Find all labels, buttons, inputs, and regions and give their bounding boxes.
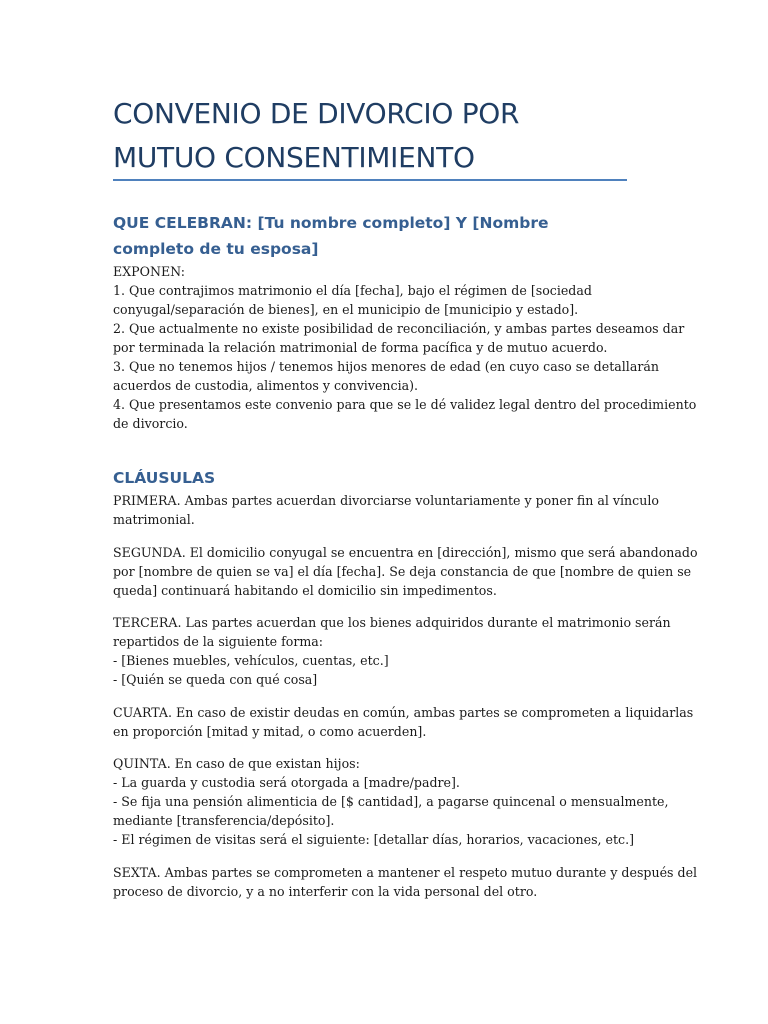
clause-sexta — [113, 863, 698, 901]
exponen-line: conyugal/separación de bienes], en el municipio de [municipio y estado]. — [113, 302, 579, 317]
clause-primera — [113, 491, 659, 529]
exponen-line: 4. Que presentamos este convenio para que se le dé validez legal dentro del procedimiento — [113, 397, 697, 412]
clause-segunda — [113, 543, 698, 600]
clause-line: - El régimen de visitas será el siguiente: [detallar días, horarios, vacaciones, etc.] — [113, 832, 635, 847]
clause-cuarta — [113, 703, 694, 741]
exponen-line: 1. Que contrajimos matrimonio el día [fecha], bajo el régimen de [sociedad — [113, 283, 592, 298]
exponen-line: 3. Que no tenemos hijos / tenemos hijos menores de edad (en cuyo caso se detallarán — [113, 359, 659, 374]
clause-line: proceso de divorcio, y a no interferir con la vida personal del otro. — [113, 884, 538, 899]
exponen-line: acuerdos de custodia, alimentos y convivencia). — [113, 378, 419, 393]
clause-line: mediante [transferencia/depósito]. — [113, 813, 335, 828]
exponen-line: de divorcio. — [113, 416, 188, 431]
clause-line: PRIMERA. Ambas partes acuerdan divorciarse voluntariamente y poner fin al vínculo — [113, 493, 659, 508]
clause-line: - [Quién se queda con qué cosa] — [113, 672, 318, 687]
clause-line: SEGUNDA. El domicilio conyugal se encuentra en [dirección], mismo que será abandonado — [113, 545, 698, 560]
clause-line: CUARTA. En caso de existir deudas en común, ambas partes se comprometen a liquidarlas — [113, 705, 694, 720]
clause-line: por [nombre de quien se va] el día [fecha]. Se deja constancia de que [nombre de quien se — [113, 564, 692, 579]
exponen-line: 2. Que actualmente no existe posibilidad de reconciliación, y ambas partes deseamos dar — [113, 321, 685, 336]
clause-line: repartidos de la siguiente forma: — [113, 634, 324, 649]
clause-line: - [Bienes muebles, vehículos, cuentas, etc.] — [113, 653, 389, 668]
title-underline — [113, 179, 627, 181]
clause-line: SEXTA. Ambas partes se comprometen a mantener el respeto mutuo durante y después del — [113, 865, 698, 880]
exponen-line: por terminada la relación matrimonial de forma pacífica y de mutuo acuerdo. — [113, 340, 608, 355]
clause-tercera — [113, 613, 671, 689]
clause-line: - La guarda y custodia será otorgada a [madre/padre]. — [113, 775, 460, 790]
exponen-label: EXPONEN: — [113, 264, 185, 279]
clause-line: queda] continuará habitando el domicilio sin impedimentos. — [113, 583, 497, 598]
clause-line: TERCERA. Las partes acuerdan que los bienes adquiridos durante el matrimonio serán — [113, 615, 671, 630]
parties-heading: QUE CELEBRAN: [Tu nombre completo] Y [Nombre completo de tu esposa] — [113, 214, 549, 258]
clause-quinta — [113, 754, 669, 849]
clauses-heading: CLÁUSULAS — [113, 469, 216, 487]
clause-line: en proporción [mitad y mitad, o como acuerden]. — [113, 724, 427, 739]
exponen-section — [113, 262, 697, 433]
document-title: CONVENIO DE DIVORCIO POR MUTUO CONSENTIMIENTO — [113, 97, 520, 174]
clause-line: - Se fija una pensión alimenticia de [$ cantidad], a pagarse quincenal o mensualmente, — [113, 794, 669, 809]
clause-line: matrimonial. — [113, 512, 195, 527]
clause-line: QUINTA. En caso de que existan hijos: — [113, 756, 360, 771]
